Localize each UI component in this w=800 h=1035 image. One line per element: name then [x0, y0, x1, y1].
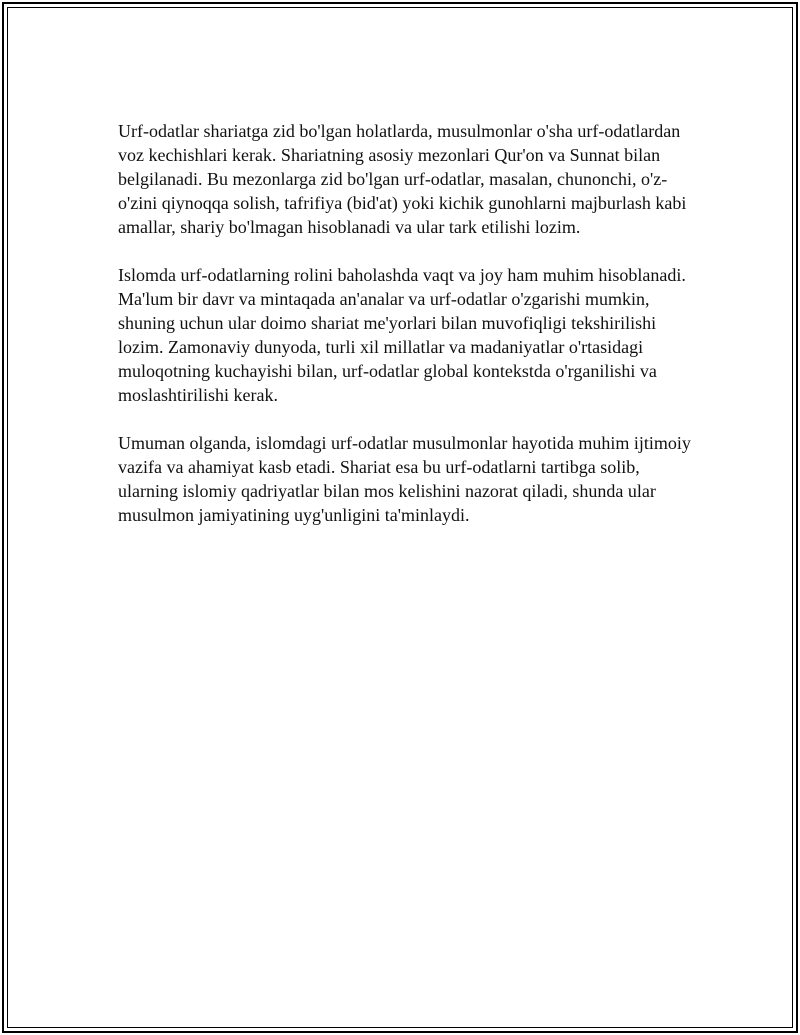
paragraph-1: Urf-odatlar shariatga zid bo'lgan holatlarda, musulmonlar o'sha urf-odatlardan voz kechishlari kerak. Shariatning asosiy mezonlari Qur'on va Sunnat bilan belgilanadi. Bu mezonlarga zid bo'lgan urf-odatlar, masalan, chunonchi, o'z-o'zini qiynoqqa solish, tafrifiya (bid'at) yoki kichik gunohlarni majburlash kabi amallar, shariy bo'lmagan hisoblanadi va ular tark etilishi lozim. — [118, 121, 687, 237]
document-body — [118, 119, 698, 551]
paragraph-3: Umuman olganda, islomdagi urf-odatlar musulmonlar hayotida muhim ijtimoiy vazifa va ahamiyat kasb etadi. Shariat esa bu urf-odatlarni tartibga solib, ularning islomiy qadriyatlar bilan mos kelishini nazorat qiladi, shunda ular musulmon jamiyatining uyg'unligini ta'minlaydi. — [118, 433, 691, 525]
paragraph-2: Islomda urf-odatlarning rolini baholashda vaqt va joy ham muhim hisoblanadi. Ma'lum bir davr va mintaqada an'analar va urf-odatlar o'zgarishi mumkin, shuning uchun ular doimo shariat me'yorlari bilan muvofiqligi tekshirilishi lozim. Zamonaviy dunyoda, turli xil millatlar va madaniyatlar o'rtasidagi muloqotning kuchayishi bilan, urf-odatlar global kontekstda o'rganilishi va moslashtirilishi kerak. — [118, 265, 686, 405]
